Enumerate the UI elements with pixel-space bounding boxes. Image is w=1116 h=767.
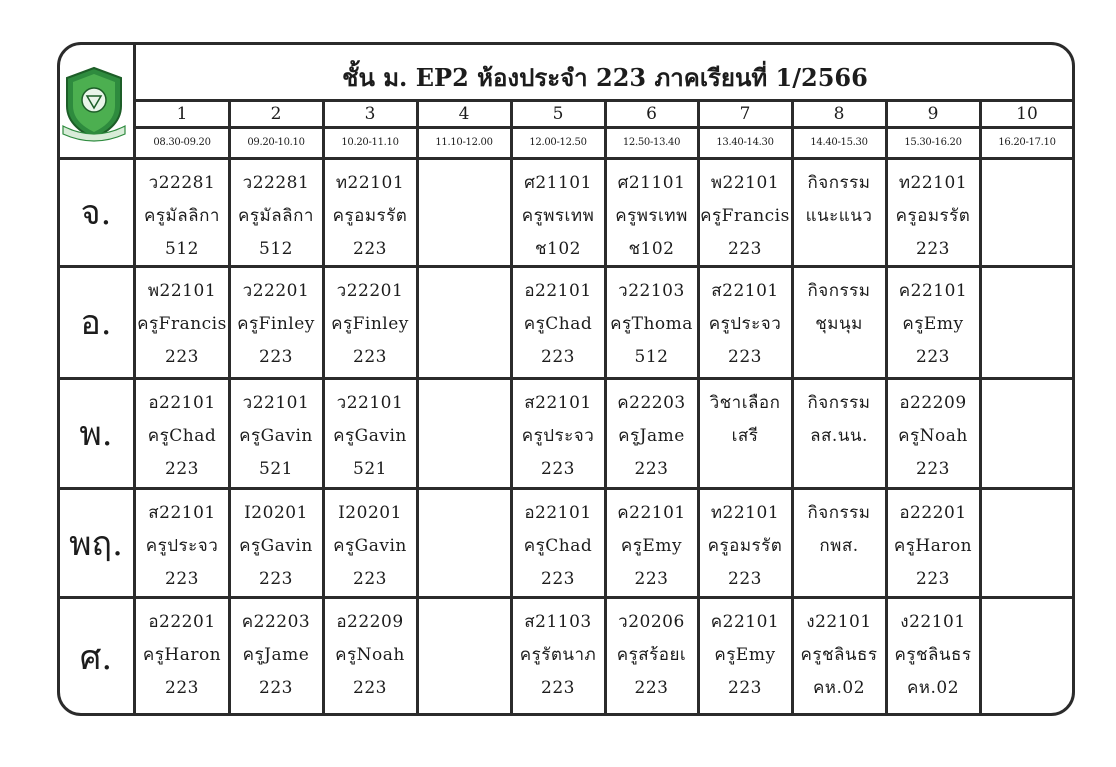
cell-line: ครูประจว [708, 314, 782, 334]
cell-line: 223 [541, 678, 575, 698]
schedule-cell [698, 387, 792, 488]
cell-line-primary: ค22101 [617, 503, 686, 523]
cell-line: ครูพรเทพ [615, 206, 688, 226]
schedule-cell [698, 497, 792, 597]
cell-line-primary: อ22201 [899, 503, 967, 523]
cell-line: ครูJame [618, 426, 685, 446]
schedule-cell [792, 167, 886, 266]
period-number: 9 [927, 103, 939, 124]
cell-line: ครูFinley [237, 314, 315, 334]
schedule-cell [229, 167, 323, 266]
cell-line: 223 [353, 678, 387, 698]
cell-line-primary: พ22101 [147, 281, 217, 301]
cell-line: 223 [541, 459, 575, 479]
cell-line: 512 [259, 239, 293, 259]
cell-line: ครูชลินธร [894, 645, 972, 665]
schedule-cell [605, 606, 698, 716]
cell-line-primary: ส22101 [148, 503, 216, 523]
cell-line: 223 [728, 239, 762, 259]
period-number: 1 [176, 103, 188, 124]
cell-line: ช102 [628, 239, 675, 259]
schedule-cell [980, 606, 1074, 716]
cell-line: ครูประจว [145, 536, 219, 556]
cell-line: ครูNoah [898, 426, 968, 446]
schedule-cell [605, 387, 698, 488]
cell-line: 223 [728, 569, 762, 589]
cell-line: ครูHaron [142, 645, 222, 665]
schedule-cell [229, 275, 323, 378]
school-crest-logo [59, 64, 129, 144]
schedule-cell [698, 606, 792, 716]
cell-line: คห.02 [812, 678, 866, 698]
cell-line: เสรี [731, 426, 759, 446]
cell-line-primary: ศ21101 [617, 173, 686, 193]
cell-line: กพส. [819, 536, 859, 556]
period-time: 11.10-12.00 [435, 137, 493, 148]
period-number: 5 [552, 103, 564, 124]
cell-line: 223 [541, 569, 575, 589]
schedule-cell [980, 275, 1074, 378]
cell-line: 223 [353, 347, 387, 367]
schedule-cell [792, 497, 886, 597]
cell-line: 223 [728, 678, 762, 698]
cell-line-primary: I20201 [338, 503, 402, 523]
cell-line-primary: ค22203 [617, 393, 686, 413]
cell-line: 223 [541, 347, 575, 367]
period-time: 15.30-16.20 [904, 137, 962, 148]
schedule-cell [605, 497, 698, 597]
cell-line-primary: ส22101 [711, 281, 779, 301]
cell-line-primary: ว22103 [618, 281, 685, 301]
schedule-cell [323, 606, 417, 716]
cell-line: 512 [165, 239, 199, 259]
schedule-cell [511, 167, 605, 266]
cell-line-primary: อ22101 [524, 503, 592, 523]
schedule-cell [229, 497, 323, 597]
schedule-cell [417, 275, 511, 378]
schedule-cell [417, 606, 511, 716]
day-label: อ. [80, 303, 112, 343]
cell-line-primary: ส21103 [524, 612, 592, 632]
cell-line-primary: ท22101 [335, 173, 405, 193]
cell-line-primary: ว22281 [148, 173, 216, 193]
cell-line: ครูอมรรัต [895, 206, 971, 226]
cell-line: 223 [165, 459, 199, 479]
schedule-cell [417, 387, 511, 488]
schedule-cell [792, 606, 886, 716]
cell-line: 512 [634, 347, 669, 367]
period-number: 4 [458, 103, 470, 124]
schedule-cell [135, 497, 229, 597]
day-label: พฤ. [69, 523, 123, 564]
day-label: จ. [80, 193, 112, 233]
cell-line: ครูJame [242, 645, 310, 665]
cell-line: ครูอมรรัต [332, 206, 408, 226]
cell-line-primary: อ22101 [524, 281, 592, 301]
cell-line-primary: ว22281 [242, 173, 310, 193]
cell-line: ครูEmy [902, 314, 964, 334]
cell-line-primary: ว22101 [336, 393, 404, 413]
period-time: 12.50-13.40 [622, 137, 681, 148]
cell-line: 223 [916, 569, 950, 589]
cell-line: ครูEmy [620, 536, 683, 556]
cell-line: ครูรัตนาภ [519, 645, 597, 665]
period-time: 10.20-11.10 [341, 137, 399, 148]
cell-line: 521 [353, 459, 387, 479]
schedule-cell [605, 275, 698, 378]
cell-line-primary: กิจกรรม [807, 281, 871, 301]
cell-line-primary: อ22209 [336, 612, 404, 632]
cell-line-primary: I20201 [244, 503, 308, 523]
cell-line-primary: ศ21101 [524, 173, 592, 193]
cell-line: แนะแนว [805, 206, 873, 226]
cell-line: ครูHaron [893, 536, 973, 556]
schedule-cell [886, 387, 980, 488]
schedule-cell [511, 497, 605, 597]
page-title: ชั้น ม. EP2 ห้องประจำ 223 ภาคเรียนที่ 1/2566 [342, 62, 868, 92]
cell-line-primary: ว22201 [336, 281, 404, 301]
cell-line: 223 [728, 347, 762, 367]
schedule-cell [229, 606, 323, 716]
cell-line: คห.02 [906, 678, 960, 698]
cell-line: ครูGavin [239, 426, 313, 446]
cell-line: ครูพรเทพ [521, 206, 595, 226]
cell-line: 223 [259, 347, 293, 367]
cell-line: ครูGavin [333, 536, 407, 556]
cell-line: ครูThoma [610, 314, 693, 334]
schedule-cell [698, 275, 792, 378]
period-time: 14.40-15.30 [810, 137, 868, 148]
cell-line: ครูมัลลิกา [238, 206, 314, 226]
cell-line: ครูFinley [331, 314, 409, 334]
cell-line-primary: ง22101 [900, 612, 966, 632]
schedule-cell [886, 275, 980, 378]
cell-line: 223 [353, 239, 387, 259]
cell-line: ครูFrancis [700, 206, 790, 226]
cell-line: 223 [634, 569, 669, 589]
schedule-cell [511, 606, 605, 716]
schedule-cell [792, 387, 886, 488]
cell-line: 223 [634, 459, 669, 479]
cell-line: ครูChad [523, 314, 593, 334]
schedule-cell [792, 275, 886, 378]
cell-line: ชุมนุม [815, 314, 863, 334]
cell-line: ครูGavin [333, 426, 407, 446]
period-number: 3 [364, 103, 376, 124]
cell-line: 223 [916, 239, 950, 259]
period-time: 08.30-09.20 [153, 137, 211, 148]
cell-line: 223 [165, 347, 199, 367]
cell-line: 223 [634, 678, 669, 698]
cell-line-primary: กิจกรรม [807, 173, 871, 193]
cell-line-primary: ท22101 [710, 503, 780, 523]
cell-line: ครูNoah [335, 645, 405, 665]
schedule-cell [135, 167, 229, 266]
cell-line-primary: วิชาเลือก [709, 393, 781, 413]
schedule-cell [417, 167, 511, 266]
schedule-cell [323, 167, 417, 266]
period-time: 12.00-12.50 [529, 137, 587, 148]
cell-line-primary: ท22101 [898, 173, 968, 193]
schedule-cell [886, 497, 980, 597]
cell-line: ครูFrancis [137, 314, 227, 334]
period-number: 10 [1016, 103, 1038, 124]
schedule-cell [980, 497, 1074, 597]
schedule-cell [323, 275, 417, 378]
period-time: 09.20-10.10 [247, 137, 305, 148]
period-number: 7 [739, 103, 751, 124]
schedule-cell [886, 606, 980, 716]
cell-line-primary: พ22101 [710, 173, 780, 193]
cell-line-primary: ค22101 [898, 281, 968, 301]
period-number: 2 [270, 103, 282, 124]
cell-line-primary: อ22209 [899, 393, 967, 413]
cell-line: 223 [916, 347, 950, 367]
cell-line: ครูEmy [714, 645, 776, 665]
schedule-cell [417, 497, 511, 597]
cell-line: 223 [353, 569, 387, 589]
cell-line-primary: ว22101 [242, 393, 310, 413]
cell-line: ช102 [535, 239, 581, 259]
cell-line: ครูมัลลิกา [144, 206, 220, 226]
schedule-cell [698, 167, 792, 266]
schedule-cell [511, 387, 605, 488]
schedule-cell [605, 167, 698, 266]
day-label: พ. [79, 414, 113, 454]
cell-line: 223 [259, 569, 293, 589]
period-number: 6 [646, 103, 657, 124]
schedule-cell [323, 387, 417, 488]
cell-line: ครูประจว [521, 426, 595, 446]
schedule-cell [135, 275, 229, 378]
cell-line: 223 [165, 569, 199, 589]
cell-line-primary: ค22203 [241, 612, 311, 632]
schedule-cell [980, 167, 1074, 266]
cell-line: 223 [165, 678, 199, 698]
schedule-cell [980, 387, 1074, 488]
cell-line-primary: ว22201 [242, 281, 310, 301]
cell-line-primary: กิจกรรม [807, 393, 871, 413]
cell-line-primary: กิจกรรม [807, 503, 871, 523]
day-label: ศ. [79, 637, 113, 678]
cell-line: ครูChad [523, 536, 593, 556]
schedule-cell [135, 606, 229, 716]
cell-line-primary: ส22101 [524, 393, 592, 413]
cell-line-primary: อ22101 [148, 393, 216, 413]
period-time: 13.40-14.30 [716, 137, 774, 148]
cell-line: 223 [916, 459, 950, 479]
cell-line: ครูGavin [239, 536, 313, 556]
cell-line: ครูอมรรัต [707, 536, 783, 556]
cell-line: ครูChad [147, 426, 217, 446]
cell-line: ครูชลินธร [800, 645, 878, 665]
cell-line: ลส.นน. [810, 426, 868, 446]
cell-line-primary: ค22101 [710, 612, 780, 632]
schedule-cell [229, 387, 323, 488]
cell-line: 223 [259, 678, 293, 698]
period-time: 16.20-17.10 [998, 137, 1056, 148]
cell-line-primary: ว20206 [618, 612, 685, 632]
cell-line: ครูสร้อยเ [616, 645, 687, 665]
schedule-cell [323, 497, 417, 597]
schedule-cell [135, 387, 229, 488]
cell-line-primary: ง22101 [806, 612, 872, 632]
cell-line: 521 [259, 459, 293, 479]
schedule-cell [511, 275, 605, 378]
cell-line-primary: อ22201 [148, 612, 216, 632]
period-number: 8 [833, 103, 845, 124]
schedule-cell [886, 167, 980, 266]
